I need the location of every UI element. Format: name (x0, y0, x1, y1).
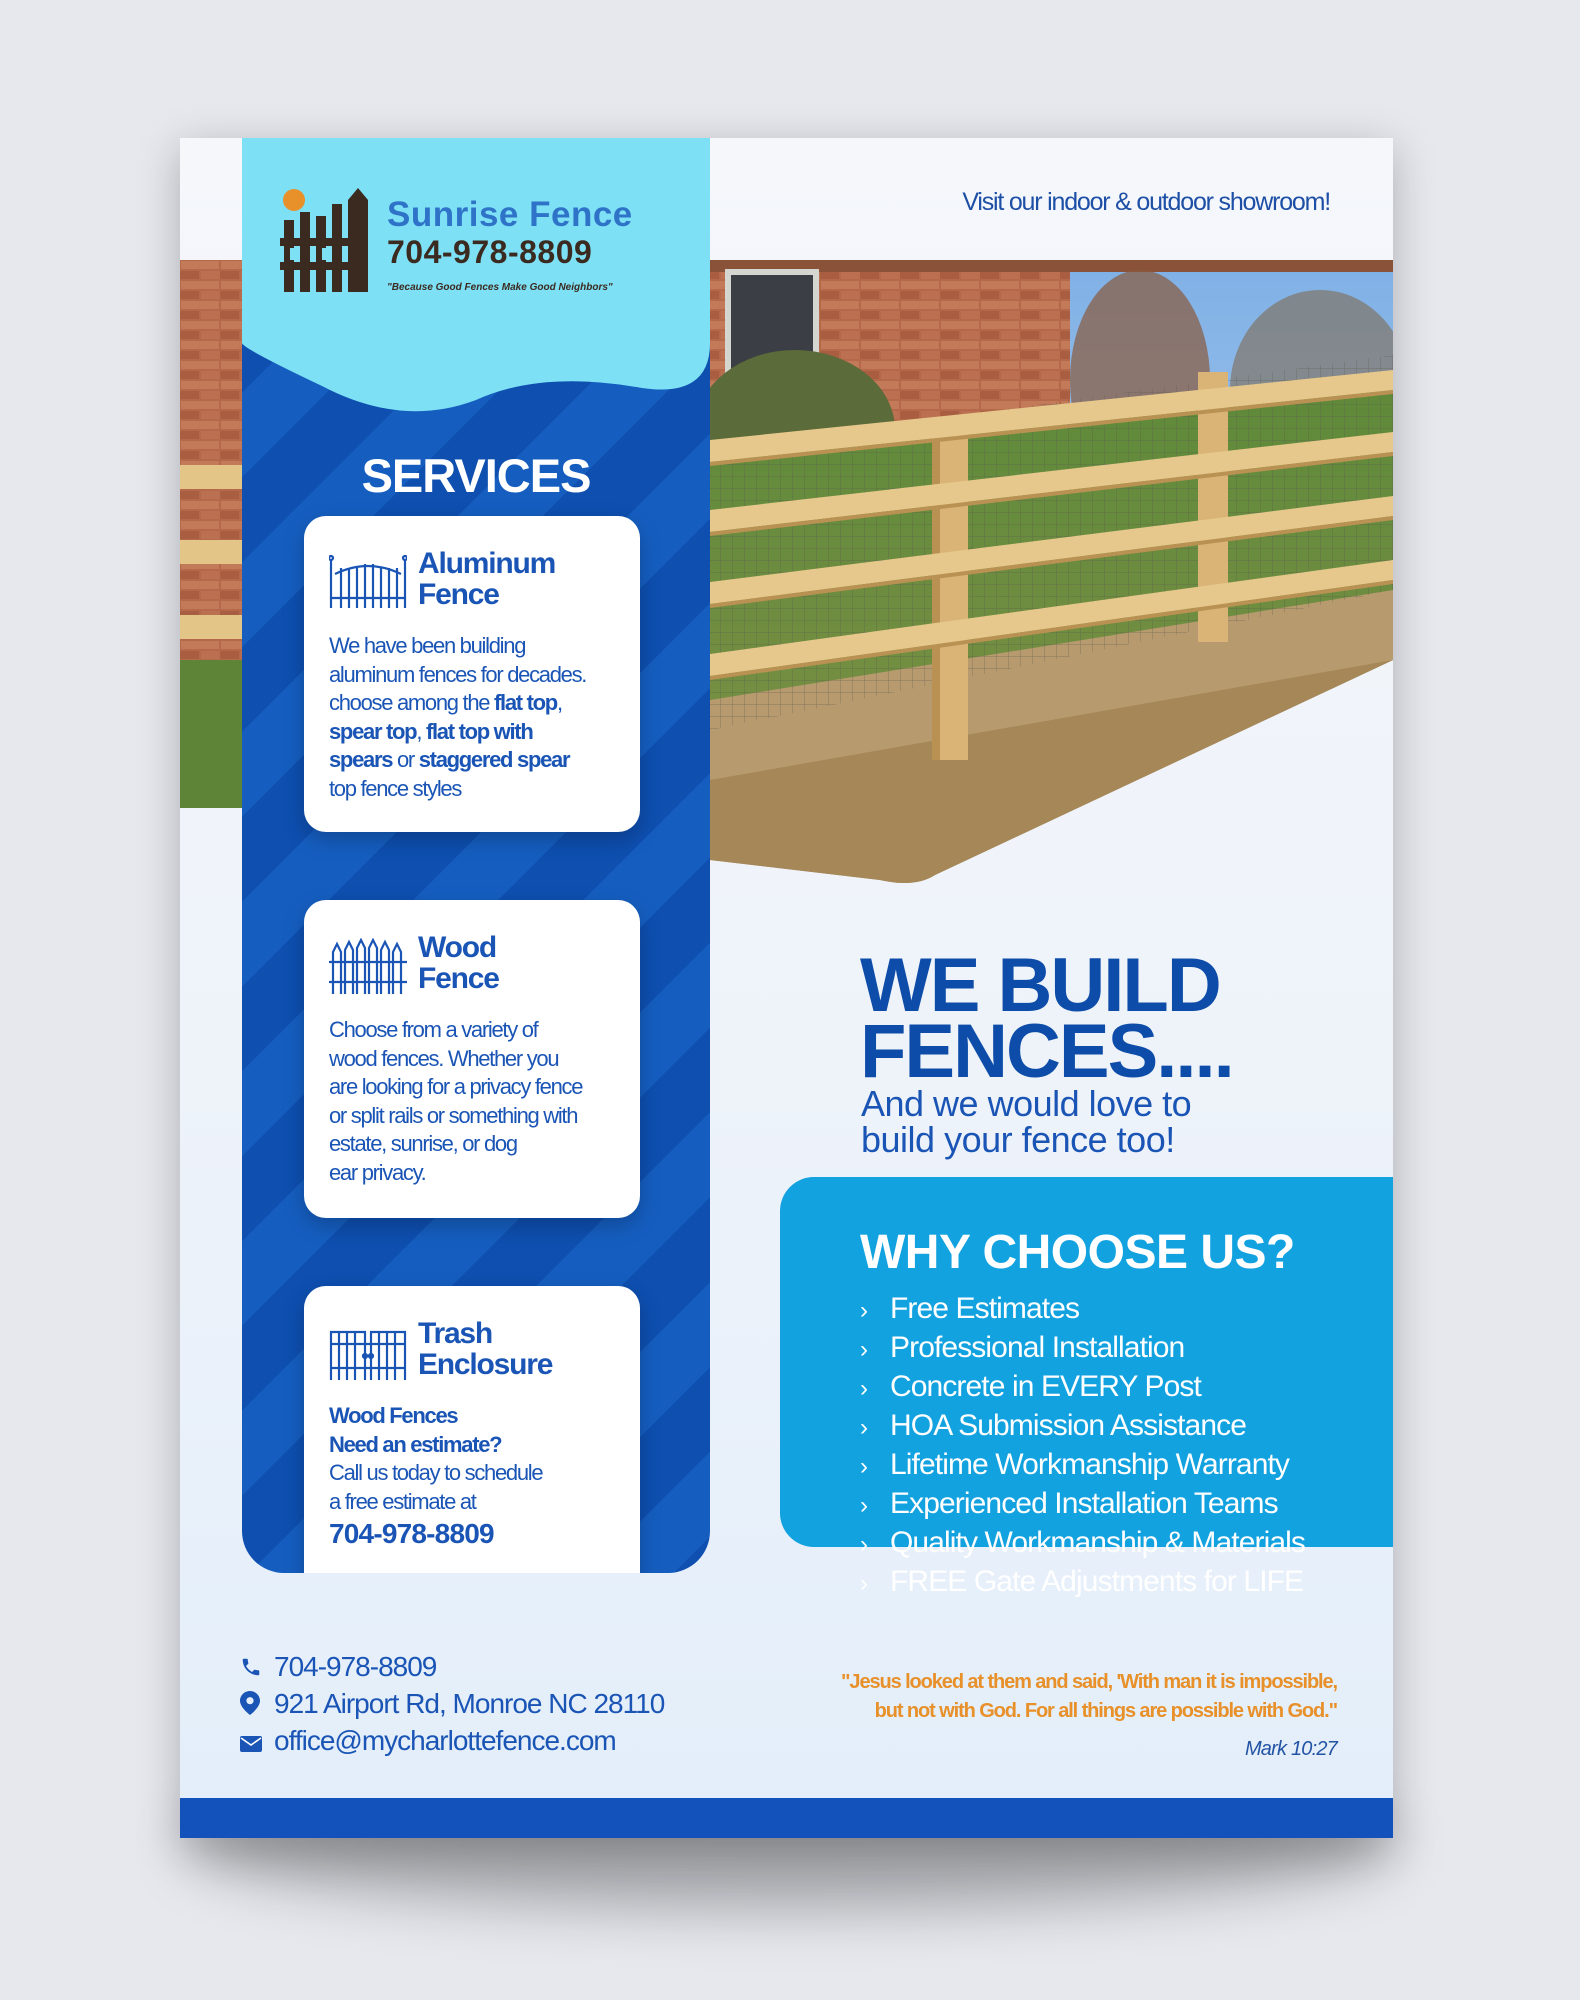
service-desc-trash (329, 1402, 629, 1552)
services-title: SERVICES (361, 449, 591, 502)
contact-phone[interactable] (240, 1651, 436, 1685)
chevron-right-icon: › (860, 1414, 868, 1441)
service-title-trash (418, 1318, 552, 1380)
showroom-note: Visit our indoor & outdoor showroom! (962, 188, 1330, 216)
service-card-wood (304, 900, 640, 1218)
flyer (180, 138, 1393, 1838)
quote-line: "Jesus looked at them and said, 'With man it is impossible, (841, 1671, 1337, 1693)
contact-address-text: 921 Airport Rd, Monroe NC 28110 (274, 1688, 665, 1719)
desc-line: Wood Fences (329, 1403, 458, 1428)
brand-name: Sunrise Fence (387, 195, 633, 234)
why-item-text: Concrete in EVERY Post (890, 1370, 1201, 1403)
desc-line: estate, sunrise, or dog (329, 1131, 517, 1156)
why-item (860, 1289, 1305, 1328)
service-title-line: Fence (418, 578, 499, 611)
wood-fence-icon (329, 938, 407, 996)
bottom-bar (180, 1798, 1393, 1838)
desc-line: choose among the flat top, (329, 690, 562, 715)
contact-phone-text: 704-978-8809 (274, 1651, 437, 1682)
why-item-text: FREE Gate Adjustments for LIFE (890, 1565, 1304, 1598)
desc-line: We have been building (329, 633, 526, 658)
desc-line: Call us today to schedule (329, 1460, 543, 1485)
chevron-right-icon: › (860, 1492, 868, 1519)
why-item-text: HOA Submission Assistance (890, 1409, 1247, 1442)
brand-tagline: "Because Good Fences Make Good Neighbors" (387, 282, 613, 293)
desc-line: Need an estimate? (329, 1431, 502, 1457)
service-card-trash-enclosure (304, 1286, 640, 1573)
service-title-wood (418, 932, 499, 994)
subheadline-line: And we would love to (861, 1083, 1192, 1124)
service-title-line: Enclosure (418, 1348, 553, 1381)
desc-line: a free estimate at (329, 1488, 476, 1514)
quote-line: but not with God. For all things are possible with God." (874, 1700, 1337, 1722)
service-title-line: Fence (418, 962, 499, 995)
chevron-right-icon: › (860, 1453, 868, 1480)
chevron-right-icon: › (860, 1297, 868, 1324)
service-desc-wood (329, 1016, 629, 1187)
desc-line: spear top, flat top with (329, 718, 533, 744)
why-item (860, 1445, 1305, 1484)
desc-line: ear privacy. (329, 1159, 426, 1185)
why-item (860, 1484, 1305, 1523)
contact-address (240, 1688, 664, 1722)
logo-band (242, 138, 710, 478)
sunrise-fence-logo-icon (280, 186, 370, 296)
desc-line: spears or staggered spear (329, 747, 570, 772)
why-item (860, 1562, 1305, 1601)
chevron-right-icon: › (860, 1375, 868, 1402)
subheadline (861, 1083, 1192, 1160)
aluminum-fence-icon (329, 554, 407, 610)
service-title-aluminum (418, 548, 555, 610)
headline-line: FENCES.... (860, 1009, 1233, 1094)
service-card-aluminum (304, 516, 640, 832)
why-item-text: Professional Installation (890, 1331, 1185, 1364)
desc-line: Choose from a variety of (329, 1017, 538, 1042)
estimate-phone[interactable]: 704-978-8809 (329, 1518, 494, 1549)
bible-quote (780, 1668, 1337, 1726)
chevron-right-icon: › (860, 1336, 868, 1363)
chevron-right-icon: › (860, 1531, 868, 1558)
service-desc-aluminum (329, 632, 629, 803)
why-item (860, 1406, 1305, 1445)
chevron-right-icon: › (860, 1570, 868, 1597)
desc-line: or split rails or something with (329, 1102, 578, 1128)
desc-line: top fence styles (329, 775, 462, 801)
why-item-text: Lifetime Workmanship Warranty (890, 1448, 1290, 1481)
service-title-line: Trash (418, 1317, 493, 1350)
why-item-text: Experienced Installation Teams (890, 1487, 1278, 1520)
services-sidebar (242, 138, 710, 1573)
why-list (860, 1289, 1305, 1601)
headline-line: WE BUILD (860, 943, 1220, 1028)
envelope-icon (240, 1727, 274, 1759)
desc-line: are looking for a privacy fence (329, 1074, 583, 1099)
desc-line: wood fences. Whether you (329, 1045, 559, 1071)
subheadline-line: build your fence too! (861, 1119, 1175, 1160)
service-title-line: Aluminum (418, 547, 556, 580)
why-item-text: Free Estimates (890, 1292, 1080, 1325)
contact-email[interactable] (240, 1725, 616, 1759)
brand-phone[interactable]: 704-978-8809 (387, 234, 593, 270)
why-item (860, 1328, 1305, 1367)
why-item (860, 1523, 1305, 1562)
phone-icon (240, 1653, 274, 1685)
headline (860, 943, 1233, 1094)
why-choose-us-box (780, 1177, 1393, 1598)
desc-line: aluminum fences for decades. (329, 661, 587, 687)
why-title: WHY CHOOSE US? (860, 1226, 1295, 1279)
why-item (860, 1367, 1305, 1406)
location-pin-icon (240, 1690, 274, 1722)
why-item-text: Quality Workmanship & Materials (890, 1526, 1306, 1559)
verse-reference: Mark 10:27 (1244, 1738, 1337, 1760)
trash-enclosure-icon (329, 1324, 407, 1382)
service-title-line: Wood (418, 931, 496, 964)
contact-email-text: office@mycharlottefence.com (274, 1725, 616, 1756)
